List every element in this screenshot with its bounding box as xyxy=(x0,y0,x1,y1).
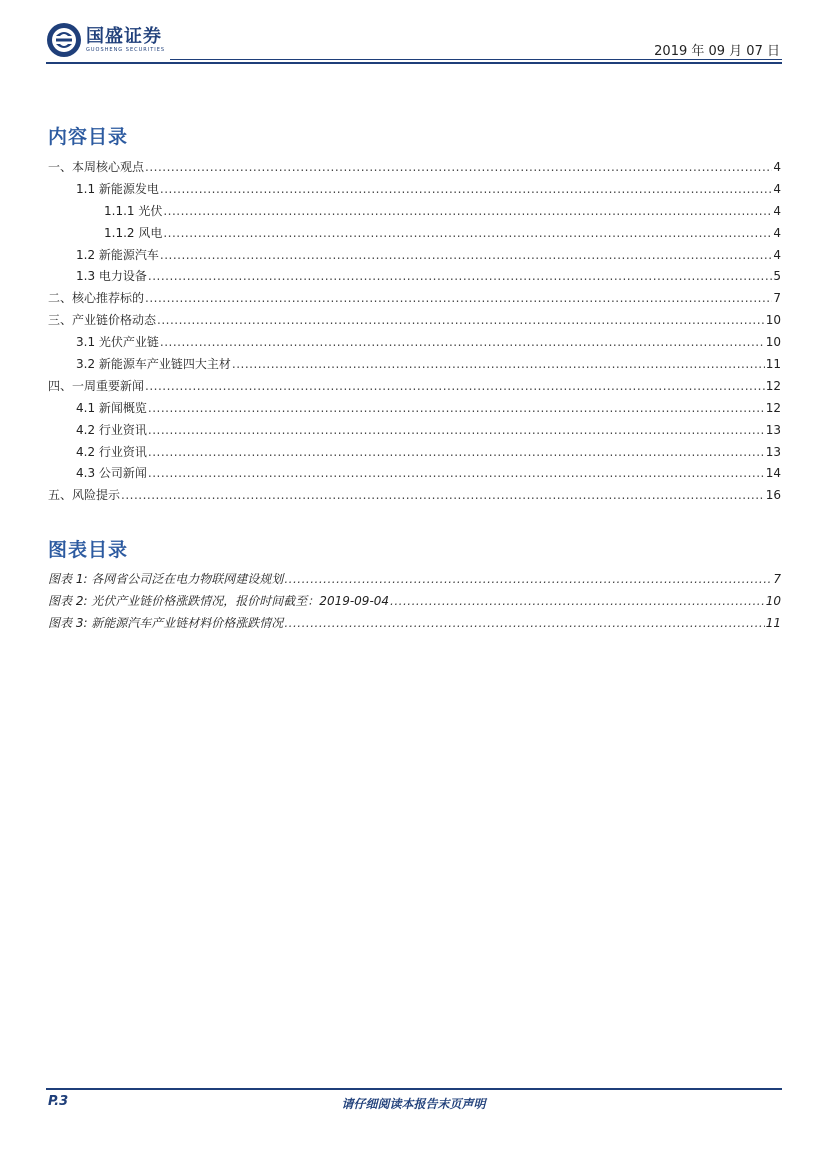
toc-entry-page: 16 xyxy=(765,488,781,503)
toc-entry-label: 4.2 行业资讯 xyxy=(76,444,147,459)
toc-entry-page: 10 xyxy=(765,335,781,350)
toc-entry[interactable] xyxy=(48,464,781,486)
toc-title: 内容目录 xyxy=(48,126,129,148)
toc-entry[interactable] xyxy=(48,202,781,224)
figure-entry-page: 10 xyxy=(765,593,781,608)
dot-leader xyxy=(163,204,772,218)
toc-entry[interactable] xyxy=(48,311,781,333)
dot-leader xyxy=(157,313,765,327)
toc-entry-page: 12 xyxy=(765,400,781,415)
toc-entry-label: 五、风险提示 xyxy=(48,488,121,503)
toc-entry-label: 3.2 新能源车产业链四大主材 xyxy=(76,357,231,372)
report-date: 2019 年 09 月 07 日 xyxy=(654,44,780,59)
toc-entry[interactable] xyxy=(48,421,781,443)
toc-entry[interactable] xyxy=(48,355,781,377)
toc-entry-page: 4 xyxy=(773,203,781,218)
dot-leader xyxy=(148,466,765,480)
toc-entry[interactable] xyxy=(48,224,781,246)
header-divider-thin xyxy=(170,59,782,60)
toc-entry[interactable] xyxy=(48,399,781,421)
toc-entry-page: 4 xyxy=(773,181,781,196)
figure-entry-page: 7 xyxy=(773,572,781,586)
dot-leader xyxy=(145,291,772,305)
toc-entry-page: 4 xyxy=(773,160,781,174)
company-logo xyxy=(46,22,165,58)
logo-icon xyxy=(46,22,82,58)
toc-entry[interactable] xyxy=(48,377,781,399)
toc-entry[interactable] xyxy=(48,246,781,268)
figure-entry-label: 图表 1: 各网省公司泛在电力物联网建设规划 xyxy=(48,572,284,586)
toc-entry[interactable] xyxy=(48,289,781,311)
dot-leader xyxy=(148,423,765,437)
toc-entry-label: 3.1 光伏产业链 xyxy=(76,335,159,350)
figure-entry[interactable] xyxy=(48,592,781,614)
toc-entry-label: 1.2 新能源汽车 xyxy=(76,247,159,262)
toc-entry-page: 12 xyxy=(765,378,781,393)
dot-leader xyxy=(148,445,765,459)
toc-entry-page: 13 xyxy=(765,444,781,459)
toc-entry[interactable] xyxy=(48,333,781,355)
toc-entry-page: 14 xyxy=(765,466,781,481)
toc-entry-label: 4.1 新闻概览 xyxy=(76,400,147,415)
toc-list xyxy=(48,158,781,508)
toc-entry[interactable] xyxy=(48,443,781,465)
dot-leader xyxy=(145,160,772,174)
dot-leader xyxy=(390,594,765,608)
dot-leader xyxy=(163,226,772,240)
dot-leader xyxy=(148,269,772,283)
toc-entry-label: 1.3 电力设备 xyxy=(76,269,147,284)
toc-entry-label: 1.1.1 光伏 xyxy=(104,203,163,218)
dot-leader xyxy=(145,379,765,393)
footer-disclaimer: 请仔细阅读本报告末页声明 xyxy=(341,1097,486,1111)
dot-leader xyxy=(284,616,764,630)
figure-list-title: 图表目录 xyxy=(48,539,129,561)
dot-leader xyxy=(232,357,765,371)
figure-list xyxy=(48,570,781,636)
toc-entry[interactable] xyxy=(48,486,781,508)
toc-entry-page: 7 xyxy=(773,291,781,306)
toc-entry-label: 一、本周核心观点 xyxy=(48,160,145,174)
dot-leader xyxy=(121,488,765,502)
toc-entry-page: 10 xyxy=(765,313,781,328)
dot-leader xyxy=(160,248,772,262)
toc-entry[interactable] xyxy=(48,158,781,180)
company-name-cn: 国盛证券 xyxy=(86,25,162,47)
toc-entry-page: 13 xyxy=(765,422,781,437)
page-number: P.3 xyxy=(48,1094,69,1109)
toc-entry[interactable] xyxy=(48,180,781,202)
dot-leader xyxy=(284,572,772,586)
header-divider xyxy=(46,62,782,64)
toc-entry-page: 4 xyxy=(773,225,781,240)
toc-entry-label: 三、产业链价格动态 xyxy=(48,313,157,328)
toc-entry-label: 四、一周重要新闻 xyxy=(48,378,145,393)
footer-divider xyxy=(46,1088,782,1090)
toc-entry-page: 5 xyxy=(773,269,781,284)
figure-entry[interactable] xyxy=(48,570,781,592)
company-name-en: GUOSHENG SECURITIES xyxy=(86,46,166,53)
dot-leader xyxy=(160,182,772,196)
toc-entry-page: 4 xyxy=(773,247,781,262)
toc-entry-label: 4.3 公司新闻 xyxy=(76,466,147,481)
figure-entry[interactable] xyxy=(48,614,781,636)
toc-entry-label: 二、核心推荐标的 xyxy=(48,291,145,306)
figure-entry-page: 11 xyxy=(765,615,781,630)
toc-entry[interactable] xyxy=(48,267,781,289)
toc-entry-label: 4.2 行业资讯 xyxy=(76,422,147,437)
toc-entry-label: 1.1.2 风电 xyxy=(104,225,163,240)
dot-leader xyxy=(148,401,765,415)
dot-leader xyxy=(160,335,765,349)
page-header xyxy=(46,22,782,62)
toc-entry-label: 1.1 新能源发电 xyxy=(76,181,159,196)
figure-entry-label: 图表 3: 新能源汽车产业链材料价格涨跌情况 xyxy=(48,615,284,630)
toc-entry-page: 11 xyxy=(765,357,781,372)
figure-entry-label: 图表 2: 光伏产业链价格涨跌情况，报价时间截至：2019-09-04 xyxy=(48,593,390,608)
